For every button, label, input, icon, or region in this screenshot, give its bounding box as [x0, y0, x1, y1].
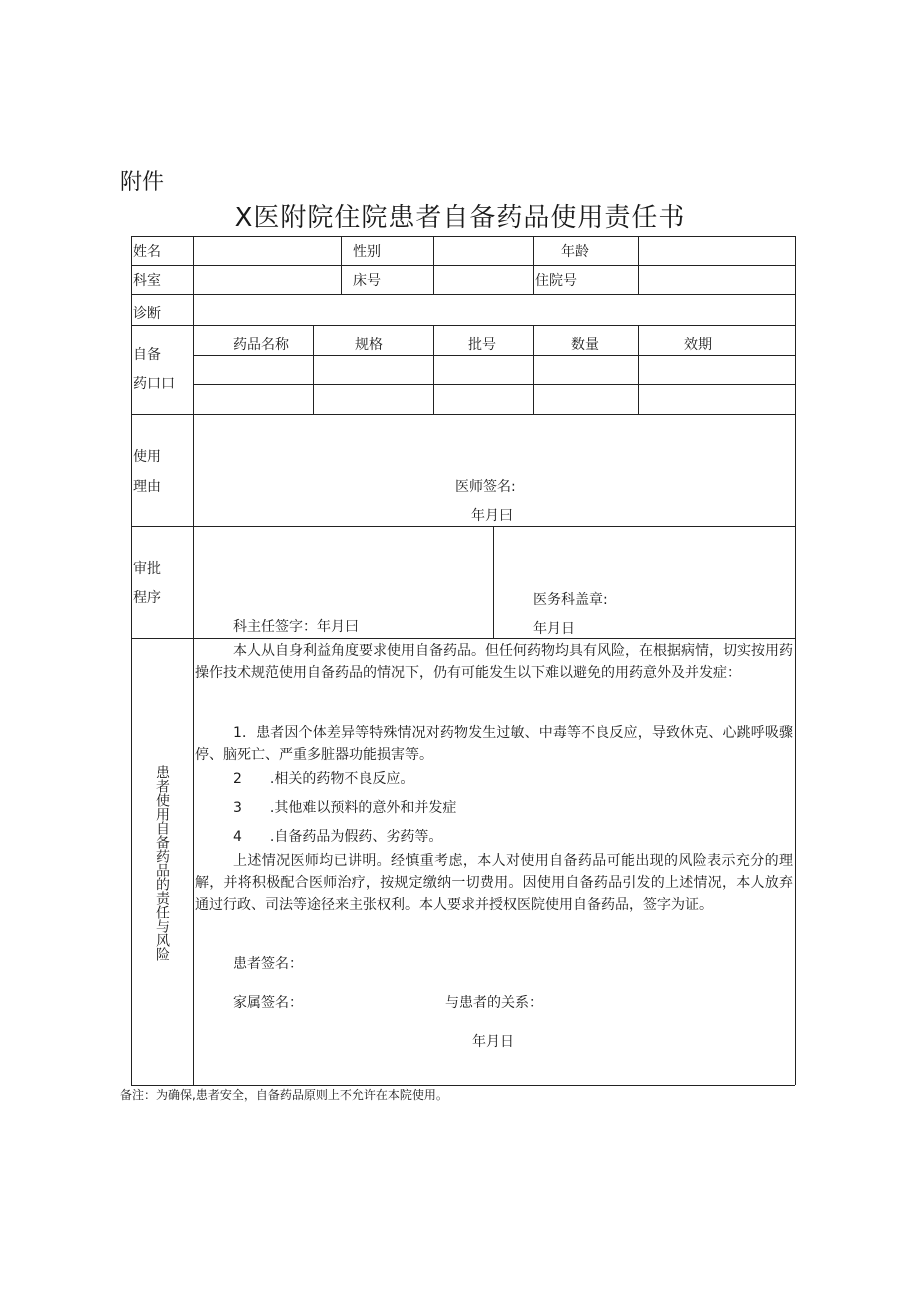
col-line	[638, 236, 639, 294]
col-line	[638, 325, 639, 414]
department-field[interactable]	[195, 267, 339, 293]
diagnosis-label: 诊断	[133, 306, 161, 322]
drug-cell[interactable]	[435, 386, 531, 413]
gender-field[interactable]	[435, 238, 531, 264]
drug-cell[interactable]	[535, 357, 636, 383]
row-line	[131, 294, 795, 295]
row-line	[193, 384, 795, 385]
column-header-spec: 规格	[355, 337, 383, 353]
responsibility-conclusion: 上述情况医师均已讲明。经慎重考虑，本人对使用自备药品可能出现的风险表示充分的理解，并将积极配合医师治疗，按规定缴纳一切费用。因使用自备药品引发的上述情况，本人放弃通过行政、司法等途径来主张权利。本人要求并授权医院使用自备药品，签字为证。	[195, 853, 793, 913]
column-header-batch: 批号	[468, 337, 496, 353]
age-label: 年龄	[561, 244, 589, 260]
drug-cell[interactable]	[315, 386, 431, 413]
risk-item-2: 2 .相关的药物不良反应。	[233, 771, 415, 787]
age-field[interactable]	[640, 238, 793, 264]
relationship-label: 与患者的关系：	[445, 995, 543, 1011]
reason-date: 年月曰	[471, 508, 513, 524]
col-line	[533, 236, 534, 294]
drug-section-label-line2: 药口口	[133, 376, 175, 392]
responsibility-label-cell	[131, 640, 193, 1085]
footnote: 备注：为确保,患者安全，自备药品原则上不允许在本院使用。	[120, 1088, 448, 1102]
department-label: 科室	[133, 273, 161, 289]
label-column-line	[193, 236, 194, 1085]
row-line	[131, 325, 795, 326]
bed-field[interactable]	[435, 267, 531, 293]
col-line	[313, 325, 314, 414]
admission-no-label: 住院号	[535, 273, 577, 289]
col-line	[493, 526, 494, 638]
document-title: X医附院住院患者自备药品使用责任书	[234, 203, 686, 233]
name-label: 姓名	[133, 244, 161, 260]
drug-cell[interactable]	[535, 386, 636, 413]
drug-section-label-line1: 自备	[133, 347, 161, 363]
drug-cell[interactable]	[640, 386, 793, 413]
drug-cell[interactable]	[315, 357, 431, 383]
bed-label: 床号	[353, 273, 381, 289]
risk-item-1: 1．患者因个体差异等特殊情况对药物发生过敏、中毒等不良反应，导致休克、心跳呼吸骤停、脑死亡、严重多脏器功能损害等。	[195, 725, 793, 763]
col-line	[433, 236, 434, 294]
drug-cell[interactable]	[195, 357, 311, 383]
drug-cell[interactable]	[195, 386, 311, 413]
reason-label-line2: 理由	[133, 479, 161, 495]
medical-affairs-seal-label: 医务科盖章:	[533, 592, 608, 608]
attachment-label: 附件	[120, 170, 165, 195]
column-header-drug-name: 药品名称	[233, 337, 289, 353]
diagnosis-field[interactable]	[195, 296, 793, 324]
row-line	[131, 414, 795, 415]
row-line	[131, 526, 795, 527]
col-line	[341, 236, 342, 294]
reason-label-line1: 使用	[133, 449, 161, 465]
physician-signature-label: 医师签名:	[455, 479, 516, 495]
column-header-quantity: 数量	[571, 337, 599, 353]
col-line	[433, 325, 434, 414]
responsibility-intro: 本人从自身利益角度要求使用自备药品。但任何药物均具有风险，在根据病情，切实按用药操作技术规范使用自备药品的情况下，仍有可能发生以下难以避免的用药意外及并发症：	[195, 643, 793, 681]
drug-cell[interactable]	[435, 357, 531, 383]
row-line	[131, 638, 795, 639]
row-line	[193, 355, 795, 356]
risk-item-4: 4 .自备药品为假药、劣药等。	[233, 829, 443, 845]
patient-signature-label: 患者签名：	[233, 956, 303, 972]
row-line	[131, 265, 795, 266]
approval-label-line2: 程序	[133, 590, 161, 606]
responsibility-label: 患者使用自备药品的责任与风险	[154, 764, 170, 961]
family-signature-label: 家属签名：	[233, 995, 303, 1011]
col-line	[533, 325, 534, 414]
drug-cell[interactable]	[640, 357, 793, 383]
risk-item-3: 3 .其他难以预料的意外和并发症	[233, 800, 457, 816]
director-signature-label: 科主任签字：年月曰	[233, 619, 359, 635]
column-header-expiry: 效期	[684, 337, 712, 353]
responsibility-date: 年月日	[472, 1034, 514, 1050]
medical-affairs-date: 年月日	[533, 621, 575, 637]
approval-label-line1: 审批	[133, 561, 161, 577]
gender-label: 性别	[353, 244, 381, 260]
table-border-right	[795, 236, 796, 1085]
name-field[interactable]	[195, 238, 339, 264]
table-border-top	[131, 236, 795, 237]
admission-no-field[interactable]	[640, 267, 793, 293]
